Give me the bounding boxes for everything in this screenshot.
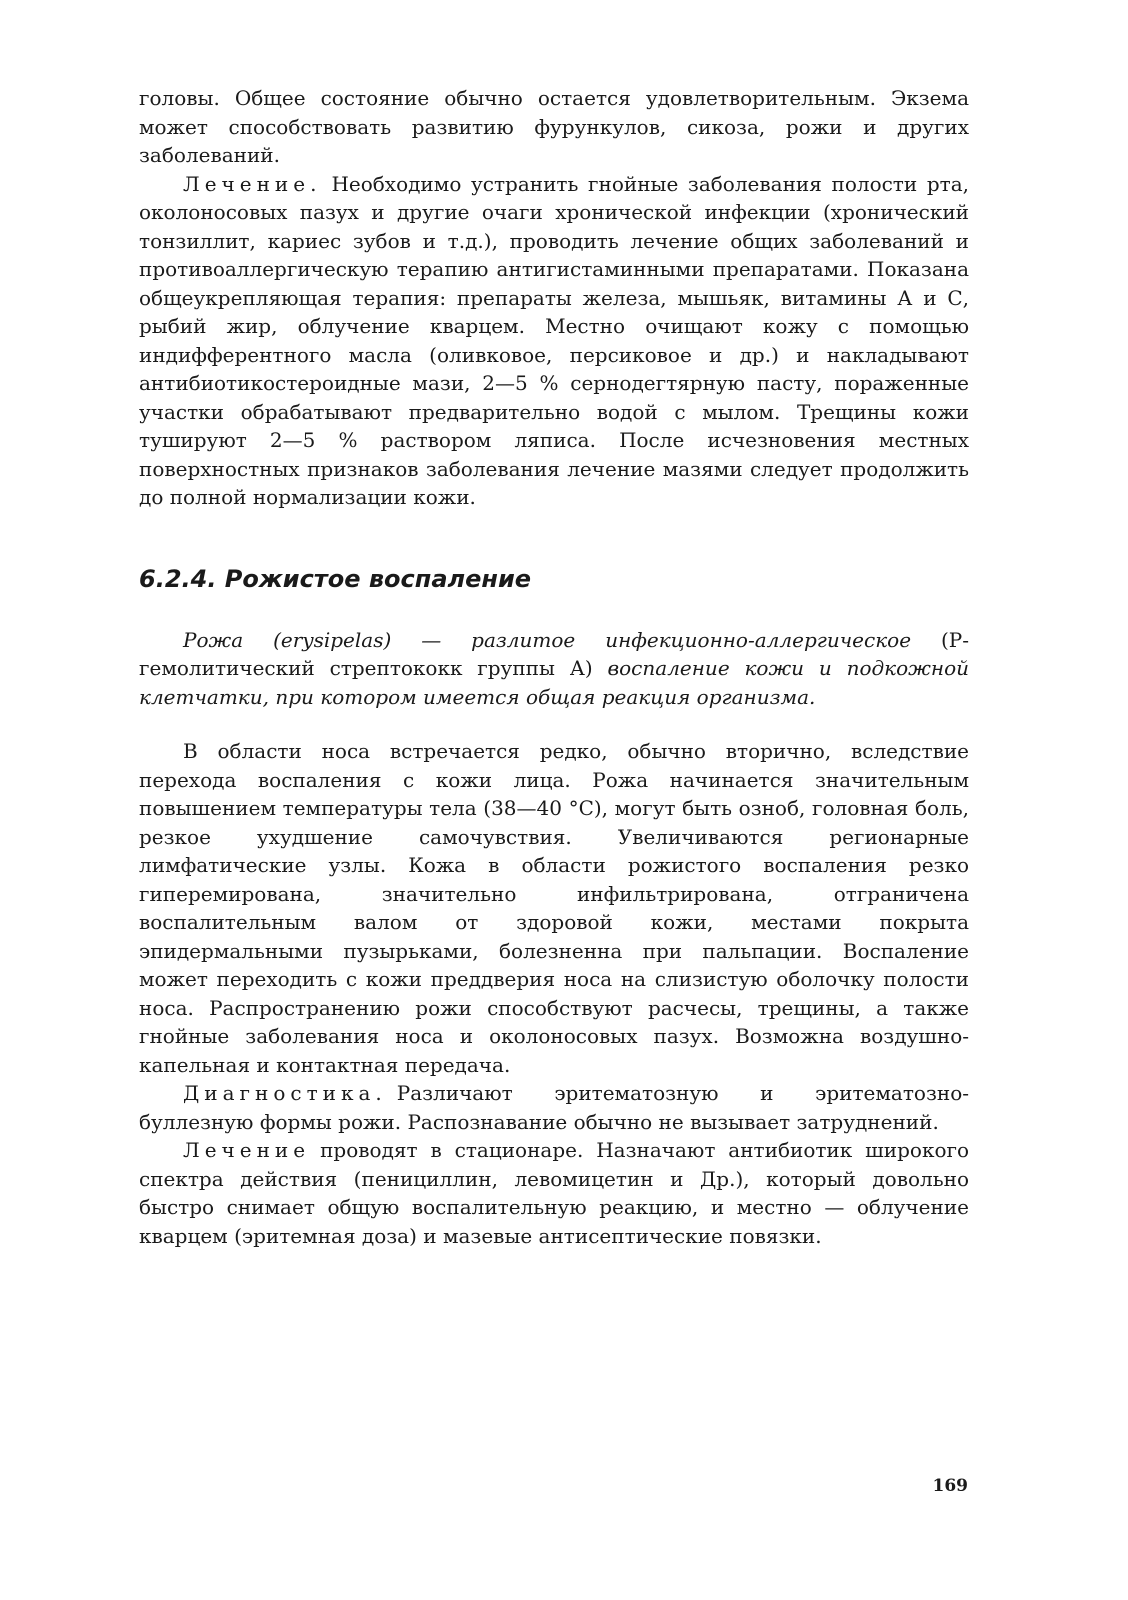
definition-paragraph xyxy=(139,626,969,712)
treatment2-text: проводят в стационаре. Назначают антибиотик широкого спектра действия (пенициллин, левомицетин и Др.), который довольно быстро снимает общую воспалительную реакцию, и местно — облучение кварцем (эритемная доза) и мазевые антисептические повязки. xyxy=(139,1138,969,1248)
definition-description: воспаление кожи и подкожной клетчатки, при котором имеется общая реакция организма. xyxy=(139,656,969,709)
section-heading: 6.2.4. Рожистое воспаление xyxy=(139,564,532,593)
definition-pathogen: (Р-гемолитический стрептококк группы А) xyxy=(139,627,969,680)
diagnostics-text: Различают эритематозную и эритематозно-буллезную формы рожи. Распознавание обычно не вызывает затруднений. xyxy=(139,1081,969,1134)
page-number: 169 xyxy=(932,1476,968,1496)
treatment-label: Лечение. xyxy=(183,171,322,196)
treatment2-label: Лечение xyxy=(183,1138,311,1162)
paragraph-treatment-eczema xyxy=(139,170,969,512)
diagnostics-label: Диагностика. xyxy=(183,1081,387,1105)
paragraph-diagnostics xyxy=(139,1079,969,1136)
paragraph-clinical-picture: В области носа встречается редко, обычно вторично, вследствие перехода воспаления с кожи лица. Рожа начинается значительным повышением температуры тела (38—40 °С), могут быть озноб, головная боль, резкое ухудшение самочувствия. Увеличиваются регионарные лимфатические узлы. Кожа в области рожистого воспаления резко гиперемирована, значительно инфильтрирована, отграничена воспалительным валом от здоровой кожи, местами покрыта эпидермальными пузырьками, болезненна при пальпации. Воспаление может переходить с кожи преддверия носа на слизистую оболочку полости носа. Распространению рожи способствуют расчесы, трещины, а также гнойные заболевания носа и околоносовых пазух. Возможна воздушно-капельная и контактная передача. xyxy=(139,739,969,1077)
paragraph-continuation: головы. Общее состояние обычно остается удовлетворительным. Экзема может способствовать развитию фурункулов, сикоза, рожи и других заболеваний. xyxy=(139,86,969,167)
treatment-text: Необходимо устранить гнойные заболевания полости рта, околоносовых пазух и другие очаги хронической инфекции (хронический тонзиллит, кариес зубов и т.д.), проводить лечение общих заболеваний и противоаллергическую терапию антигистаминными препаратами. Показана общеукрепляющая терапия: препараты железа, мышьяк, витамины А и С, рыбий жир, облучение кварцем. Местно очищают кожу с помощью индифферентного масла (оливковое, персиковое и др.) и накладывают антибиотикостероидные мази, 2—5 % сернодегтярную пасту, пораженные участки обрабатывают предварительно водой с мылом. Трещины кожи тушируют 2—5 % раствором ляписа. После исчезновения местных поверхностных признаков заболевания лечение мазями следует продолжить до полной нормализации кожи. xyxy=(139,171,969,509)
page-body xyxy=(139,84,969,1250)
definition-term: Рожа (erysipelas) — разлитое инфекционно-аллергическое xyxy=(183,627,912,652)
paragraph-treatment-erysipelas xyxy=(139,1136,969,1250)
